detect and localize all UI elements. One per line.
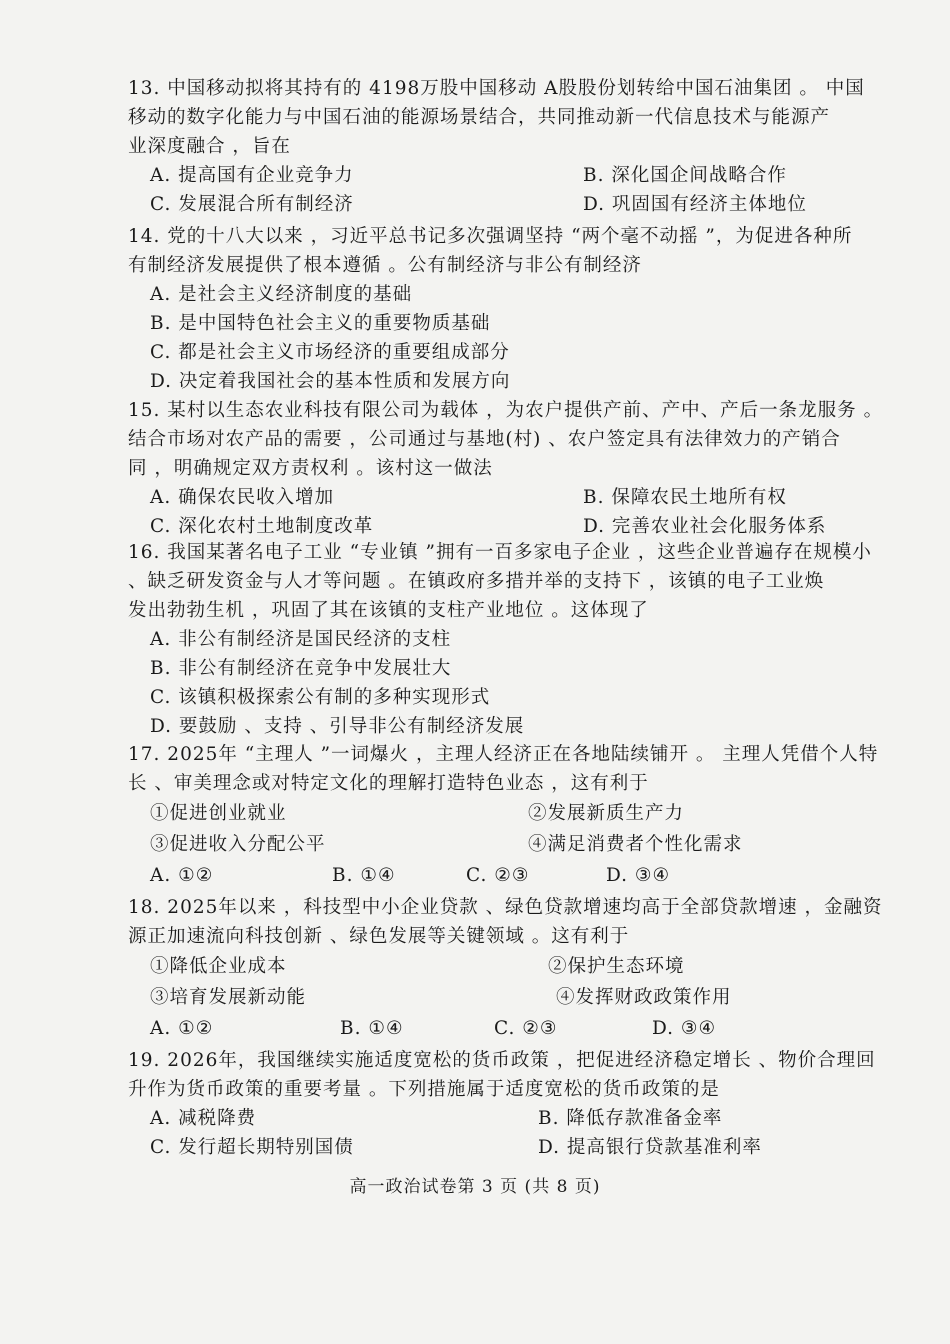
question-text-line: 14. 党的十八大以来 ，习近平总书记多次强调坚持 “两个毫不动摇 ”，为促进各种所	[128, 226, 853, 247]
option-d: D. 决定着我国社会的基本性质和发展方向	[150, 371, 511, 392]
option-row	[128, 1133, 868, 1162]
question-17	[128, 740, 879, 891]
option-row	[128, 512, 868, 541]
statement-row	[128, 798, 868, 829]
option-c: C. 都是社会主义市场经济的重要组成部分	[150, 342, 510, 363]
statement-2: ②保护生态环境	[548, 956, 685, 977]
option-row	[128, 483, 868, 512]
option-b: B. 非公有制经济在竞争中发展壮大	[150, 658, 452, 679]
page-footer: 高一政治试卷第 3 页 (共 8 页)	[349, 1177, 601, 1197]
statement-row	[128, 951, 868, 982]
statement-row	[128, 829, 868, 860]
option-c: C. 发展混合所有制经济	[150, 194, 354, 215]
option-a: A. 确保农民收入增加	[150, 487, 335, 508]
question-text-line: 长 、审美理念或对特定文化的理解打造特色业态 ，这有利于	[128, 773, 649, 794]
statement-3: ③促进收入分配公平	[150, 834, 326, 855]
option-d: D. 提高银行贷款基准利率	[538, 1137, 762, 1158]
option-a: A. 非公有制经济是国民经济的支柱	[150, 629, 452, 650]
option-d: D. 完善农业社会化服务体系	[583, 516, 827, 537]
statement-2: ②发展新质生产力	[528, 803, 685, 824]
option-b: B. 深化国企间战略合作	[583, 165, 787, 186]
option-row	[128, 190, 868, 219]
option-c: C. ②③	[494, 1018, 558, 1039]
option-b: B. ①④	[332, 865, 396, 886]
question-15	[128, 396, 884, 541]
option-row	[128, 860, 868, 891]
option-row	[128, 161, 868, 190]
question-text-line: 移动的数字化能力与中国石油的能源场景结合，共同推动新一代信息技术与能源产	[128, 107, 831, 128]
option-b: B. 是中国特色社会主义的重要物质基础	[150, 313, 491, 334]
question-16	[128, 538, 872, 741]
question-text-line: 15. 某村以生态农业科技有限公司为载体 ，为农户提供产前、产中、产后一条龙服务 。	[128, 400, 884, 421]
option-b: B. 保障农民土地所有权	[583, 487, 787, 508]
option-a: A. 提高国有企业竞争力	[150, 165, 354, 186]
question-text-line: 业深度融合 ，旨在	[128, 136, 291, 157]
question-14	[128, 222, 868, 396]
question-text-line: 16. 我国某著名电子工业 “专业镇 ”拥有一百多家电子企业 ，这些企业普遍存在规模小	[128, 542, 872, 563]
option-c: C. ②③	[466, 865, 530, 886]
option-row	[128, 1013, 868, 1044]
option-c: C. 深化农村土地制度改革	[150, 516, 374, 537]
statement-1: ①促进创业就业	[150, 803, 287, 824]
question-text-line: 19. 2026年，我国继续实施适度宽松的货币政策 ，把促进经济稳定增长 、物价合理回	[128, 1050, 876, 1071]
option-d: D. 要鼓励 、支持 、引导非公有制经济发展	[150, 716, 525, 737]
question-text-line: 结合市场对农产品的需要 ，公司通过与基地(村) 、农户签定具有法律效力的产销合	[128, 429, 841, 450]
option-d: D. ③④	[652, 1018, 717, 1039]
question-19	[128, 1046, 876, 1162]
option-a: A. ①②	[150, 1018, 214, 1039]
option-a: A. 是社会主义经济制度的基础	[150, 284, 413, 305]
question-text-line: 17. 2025年 “主理人 ”一词爆火 ，主理人经济正在各地陆续铺开 。 主理人凭借个人特	[128, 744, 879, 765]
question-text-line: 18. 2025年以来 ，科技型中小企业贷款 、绿色贷款增速均高于全部贷款增速 ，金融资	[128, 897, 883, 918]
option-a: A. ①②	[150, 865, 214, 886]
option-row	[128, 1104, 868, 1133]
question-text-line: 13. 中国移动拟将其持有的 4198万股中国移动 A股股份划转给中国石油集团 。 中国	[128, 78, 865, 99]
option-a: A. 减税降费	[150, 1108, 257, 1129]
question-text-line: 源正加速流向科技创新 、绿色发展等关键领域 。这有利于	[128, 926, 630, 947]
question-18	[128, 893, 883, 1044]
option-c: C. 发行超长期特别国债	[150, 1137, 354, 1158]
question-text-line: 同 ，明确规定双方责权利 。该村这一做法	[128, 458, 493, 479]
option-b: B. ①④	[340, 1018, 404, 1039]
statement-4: ④满足消费者个性化需求	[528, 834, 743, 855]
statement-4: ④发挥财政政策作用	[556, 987, 732, 1008]
option-b: B. 降低存款准备金率	[538, 1108, 723, 1129]
question-text-line: 发出勃勃生机 ，巩固了其在该镇的支柱产业地位 。这体现了	[128, 600, 649, 621]
option-d: D. ③④	[606, 865, 671, 886]
option-c: C. 该镇积极探索公有制的多种实现形式	[150, 687, 491, 708]
question-text-line: 、缺乏研发资金与人才等问题 。在镇政府多措并举的支持下 ，该镇的电子工业焕	[128, 571, 825, 592]
question-text-line: 有制经济发展提供了根本遵循 。公有制经济与非公有制经济	[128, 255, 642, 276]
statement-1: ①降低企业成本	[150, 956, 287, 977]
statement-row	[128, 982, 868, 1013]
option-d: D. 巩固国有经济主体地位	[583, 194, 807, 215]
question-13	[128, 74, 868, 219]
question-text-line: 升作为货币政策的重要考量 。下列措施属于适度宽松的货币政策的是	[128, 1079, 720, 1100]
statement-3: ③培育发展新动能	[150, 987, 307, 1008]
